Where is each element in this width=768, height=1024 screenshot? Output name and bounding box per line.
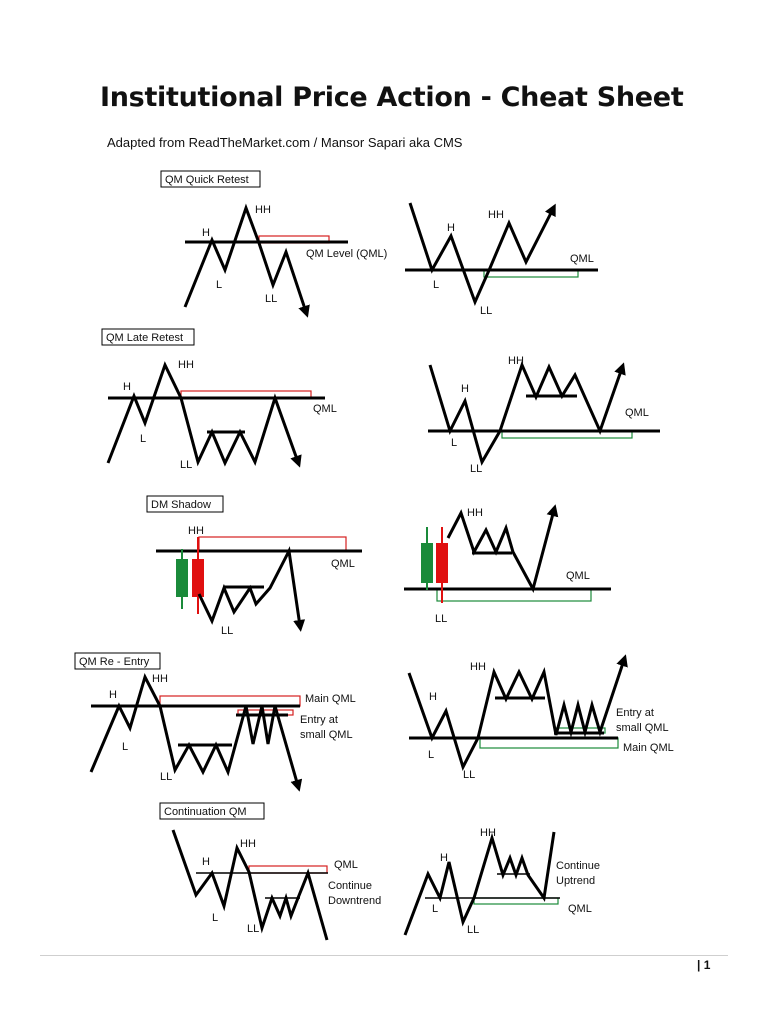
footer-divider [40, 955, 728, 956]
label-entry-line1: Entry at [300, 714, 338, 726]
label-h: H [202, 856, 210, 868]
label-h: H [429, 691, 437, 703]
section-heading: QM Late Retest [106, 332, 184, 344]
label-qml: QML [625, 407, 649, 419]
label-hh: HH [152, 673, 168, 685]
section-continuation-qm [160, 803, 600, 940]
label-ll: LL [221, 625, 234, 637]
price-path [199, 551, 300, 626]
qml-zone [437, 589, 591, 601]
bearish-pattern [91, 673, 356, 786]
price-path [448, 510, 554, 589]
label-l: L [212, 912, 219, 924]
bullish-pattern [404, 507, 611, 625]
label-hh: HH [467, 507, 483, 519]
label-qml: QML [334, 859, 358, 871]
label-hh: HH [178, 359, 194, 371]
price-path [430, 365, 622, 462]
bearish-pattern [185, 204, 387, 312]
section-heading: Continuation QM [164, 806, 247, 818]
label-l: L [122, 741, 129, 753]
bearish-pattern [108, 359, 337, 471]
label-ll: LL [463, 769, 476, 781]
label-entry-line1: Entry at [616, 707, 654, 719]
label-l: L [433, 279, 440, 291]
label-entry-line2: small QML [616, 722, 669, 734]
label-ll: LL [265, 293, 278, 305]
label-qml: QML [570, 253, 594, 265]
price-path [185, 208, 306, 312]
label-l: L [428, 749, 435, 761]
label-hh: HH [488, 209, 504, 221]
label-hh: HH [470, 661, 486, 673]
label-qml: QML [313, 403, 337, 415]
label-qml: QML [331, 558, 355, 570]
price-path [91, 677, 298, 786]
label-entry-line2: small QML [300, 729, 353, 741]
price-path [108, 365, 298, 463]
qml-zone [474, 898, 558, 904]
label-h: H [461, 383, 469, 395]
label-hh: HH [255, 204, 271, 216]
label-ll: LL [180, 459, 193, 471]
section-qm-re-entry [75, 653, 674, 786]
label-qml: QML [566, 570, 590, 582]
page-subtitle: Adapted from ReadTheMarket.com / Mansor Sapari aka CMS [107, 135, 463, 150]
section-dm-shadow [147, 496, 611, 637]
label-hh: HH [240, 838, 256, 850]
bullish-pattern [428, 355, 660, 475]
label-ll: LL [247, 923, 260, 935]
label-note-line1: Continue [328, 880, 373, 892]
section-heading: QM Quick Retest [165, 174, 249, 186]
green-candle-body [421, 543, 433, 583]
section-qm-late-retest [102, 329, 660, 475]
label-l: L [451, 437, 458, 449]
label-ll: LL [160, 771, 173, 783]
label-ll: LL [435, 613, 448, 625]
label-qml: QM Level (QML) [306, 248, 388, 260]
bullish-pattern [409, 660, 674, 781]
section-qm-quick-retest [161, 171, 598, 317]
bullish-pattern [405, 827, 600, 936]
qml-zone [199, 537, 346, 551]
label-l: L [216, 279, 223, 291]
label-h: H [123, 381, 131, 393]
bearish-pattern [173, 830, 381, 940]
price-path [405, 832, 554, 935]
price-path [409, 660, 624, 767]
label-main-qml: Main QML [305, 693, 356, 705]
label-qml: QML [568, 903, 592, 915]
label-hh: HH [480, 827, 496, 839]
label-l: L [140, 433, 147, 445]
section-heading: QM Re - Entry [79, 656, 150, 668]
page-number: | 1 [697, 958, 711, 972]
bearish-pattern [156, 525, 362, 637]
label-note-line1: Continue [556, 860, 601, 872]
label-note-line2: Downtrend [328, 895, 382, 907]
red-candle-body [192, 559, 204, 597]
price-path [410, 203, 553, 302]
red-candle-body [436, 543, 448, 583]
label-l: L [432, 903, 439, 915]
label-h: H [202, 227, 210, 239]
qml-zone [249, 866, 327, 873]
label-h: H [109, 689, 117, 701]
label-hh: HH [188, 525, 204, 537]
label-hh: HH [508, 355, 524, 367]
label-h: H [440, 852, 448, 864]
label-ll: LL [480, 305, 493, 317]
label-note-line2: Uptrend [556, 875, 596, 887]
label-h: H [447, 222, 455, 234]
page-title: Institutional Price Action - Cheat Sheet [100, 82, 684, 113]
label-main-qml: Main QML [623, 742, 674, 754]
bullish-pattern [405, 203, 598, 317]
label-ll: LL [467, 924, 480, 936]
green-candle-body [176, 559, 188, 597]
label-ll: LL [470, 463, 483, 475]
section-heading: DM Shadow [151, 499, 211, 511]
